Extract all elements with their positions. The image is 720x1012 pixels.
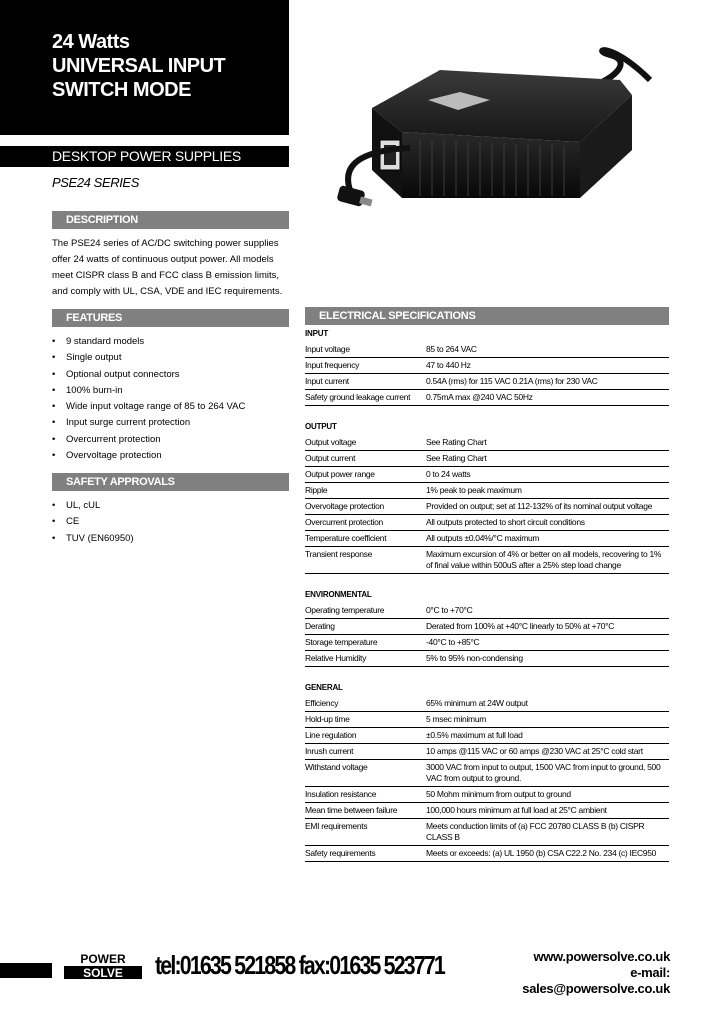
spec-value: 0 to 24 watts: [424, 467, 669, 483]
table-row: [305, 787, 669, 803]
spec-value: 47 to 440 Hz: [424, 358, 669, 374]
input-group-title: INPUT: [305, 329, 329, 338]
spec-value: 10 amps @115 VAC or 60 amps @230 VAC at 25°C cold start: [424, 744, 669, 760]
table-row: [305, 467, 669, 483]
table-row: [305, 483, 669, 499]
feature-item: • 9 standard models: [52, 334, 288, 350]
table-row: [305, 435, 669, 451]
spec-value: Meets or exceeds: (a) UL 1950 (b) CSA C22.2 No. 234 (c) IEC950: [424, 846, 669, 862]
table-row: [305, 728, 669, 744]
table-row: [305, 819, 669, 846]
spec-label: Temperature coefficient: [305, 531, 424, 547]
approval-item: • CE: [52, 514, 288, 530]
title-block: [0, 0, 289, 135]
description-text: The PSE24 series of AC/DC switching power supplies offer 24 watts of continuous output power. All models meet CISPR class B and FCC class B emission limits, and comply with UL, CSA, VDE and IEC requirements.: [52, 238, 283, 297]
spec-value: -40°C to +85°C: [424, 635, 669, 651]
feature-item: • Optional output connectors: [52, 367, 288, 383]
table-row: [305, 374, 669, 390]
spec-area: [305, 326, 669, 862]
feature-item: • Input surge current protection: [52, 415, 288, 431]
spec-value: 3000 VAC from input to output, 1500 VAC from input to ground, 500 VAC from output to ground.: [424, 760, 669, 787]
spec-value: 65% minimum at 24W output: [424, 696, 669, 712]
spec-label: Output current: [305, 451, 424, 467]
svg-text:POWER: POWER: [80, 952, 126, 966]
category-bar: DESKTOP POWER SUPPLIES: [0, 146, 289, 167]
spec-label: Relative Humidity: [305, 651, 424, 667]
product-image: [320, 0, 665, 225]
table-row: [305, 760, 669, 787]
feature-item: • Wide input voltage range of 85 to 264 VAC: [52, 399, 288, 415]
table-row: [305, 619, 669, 635]
approvals-list: [52, 498, 288, 547]
table-row: [305, 547, 669, 574]
environmental-table: [305, 603, 669, 667]
spec-label: Input voltage: [305, 342, 424, 358]
table-row: [305, 531, 669, 547]
spec-label: Line regulation: [305, 728, 424, 744]
spec-label: Insulation resistance: [305, 787, 424, 803]
spec-value: All outputs ±0.04%/°C maximum: [424, 531, 669, 547]
spec-label: Safety requirements: [305, 846, 424, 862]
email-link[interactable]: e-mail: sales@powersolve.co.uk: [522, 965, 670, 996]
table-row: [305, 846, 669, 862]
input-table: [305, 342, 669, 406]
spec-value: Derated from 100% at +40°C linearly to 50% at +70°C: [424, 619, 669, 635]
table-row: [305, 696, 669, 712]
spec-label: Operating temperature: [305, 603, 424, 619]
table-row: [305, 499, 669, 515]
spec-label: Safety ground leakage current: [305, 390, 424, 406]
phone-fax: tel:01635 521858 fax:01635 523771: [155, 950, 444, 980]
approval-item: • TUV (EN60950): [52, 531, 288, 547]
spec-value: 50 Mohm minimum from output to ground: [424, 787, 669, 803]
title-line-3: SWITCH MODE: [52, 79, 191, 101]
spec-value: See Rating Chart: [424, 435, 669, 451]
spec-value: See Rating Chart: [424, 451, 669, 467]
spec-label: Derating: [305, 619, 424, 635]
spec-label: Hold-up time: [305, 712, 424, 728]
spec-label: EMI requirements: [305, 819, 424, 846]
features-list: [52, 334, 288, 464]
spec-value: 100,000 hours minimum at full load at 25°C ambient: [424, 803, 669, 819]
spec-label: Mean time between failure: [305, 803, 424, 819]
spec-label: Efficiency: [305, 696, 424, 712]
feature-item: • Overcurrent protection: [52, 432, 288, 448]
spec-value: Provided on output; set at 112-132% of its nominal output voltage: [424, 499, 669, 515]
approval-item: • UL, cUL: [52, 498, 288, 514]
spec-label: Overcurrent protection: [305, 515, 424, 531]
title-line-1: 24 Watts: [52, 31, 130, 53]
table-row: [305, 651, 669, 667]
features-heading: FEATURES: [52, 309, 289, 327]
footer-bar: [0, 963, 52, 978]
spec-value: 85 to 264 VAC: [424, 342, 669, 358]
series-title: PSE24 SERIES: [52, 175, 139, 190]
table-row: [305, 603, 669, 619]
contact-block: [495, 949, 670, 997]
approvals-heading: SAFETY APPROVALS: [52, 473, 289, 491]
spec-label: Inrush current: [305, 744, 424, 760]
table-row: [305, 358, 669, 374]
feature-item: • Single output: [52, 350, 288, 366]
spec-value: 1% peak to peak maximum: [424, 483, 669, 499]
spec-label: Overvoltage protection: [305, 499, 424, 515]
spec-label: Withstand voltage: [305, 760, 424, 787]
description-heading: DESCRIPTION: [52, 211, 289, 229]
feature-item: • 100% burn-in: [52, 383, 288, 399]
spec-label: Output power range: [305, 467, 424, 483]
spec-label: Input current: [305, 374, 424, 390]
spec-label: Transient response: [305, 547, 424, 574]
table-row: [305, 342, 669, 358]
table-row: [305, 451, 669, 467]
spec-value: 5% to 95% non-condensing: [424, 651, 669, 667]
spec-label: Ripple: [305, 483, 424, 499]
general-table: [305, 696, 669, 862]
spec-value: Meets conduction limits of (a) FCC 20780 CLASS B (b) CISPR CLASS B: [424, 819, 669, 846]
title-line-2: UNIVERSAL INPUT: [52, 55, 226, 77]
output-table: [305, 435, 669, 574]
svg-text:SOLVE: SOLVE: [83, 966, 123, 979]
table-row: [305, 803, 669, 819]
specs-heading: ELECTRICAL SPECIFICATIONS: [305, 307, 669, 325]
feature-item: • Overvoltage protection: [52, 448, 288, 464]
table-row: [305, 635, 669, 651]
table-row: [305, 515, 669, 531]
spec-value: Maximum excursion of 4% or better on all models, recovering to 1% of final value within 500uS after a 25% step load change: [424, 547, 669, 574]
table-row: [305, 744, 669, 760]
output-group-title: OUTPUT: [305, 422, 337, 431]
environmental-group-title: ENVIRONMENTAL: [305, 590, 372, 599]
spec-value: 5 msec minimum: [424, 712, 669, 728]
spec-value: ±0.5% maximum at full load: [424, 728, 669, 744]
spec-value: 0.75mA max @240 VAC 50Hz: [424, 390, 669, 406]
spec-value: 0°C to +70°C: [424, 603, 669, 619]
spec-value: All outputs protected to short circuit conditions: [424, 515, 669, 531]
powersolve-logo: [64, 952, 142, 979]
table-row: [305, 390, 669, 406]
general-group-title: GENERAL: [305, 683, 343, 692]
table-row: [305, 712, 669, 728]
spec-label: Input frequency: [305, 358, 424, 374]
spec-value: 0.54A (rms) for 115 VAC 0.21A (rms) for 230 VAC: [424, 374, 669, 390]
spec-label: Storage temperature: [305, 635, 424, 651]
spec-label: Output voltage: [305, 435, 424, 451]
website-link[interactable]: www.powersolve.co.uk: [533, 949, 670, 964]
